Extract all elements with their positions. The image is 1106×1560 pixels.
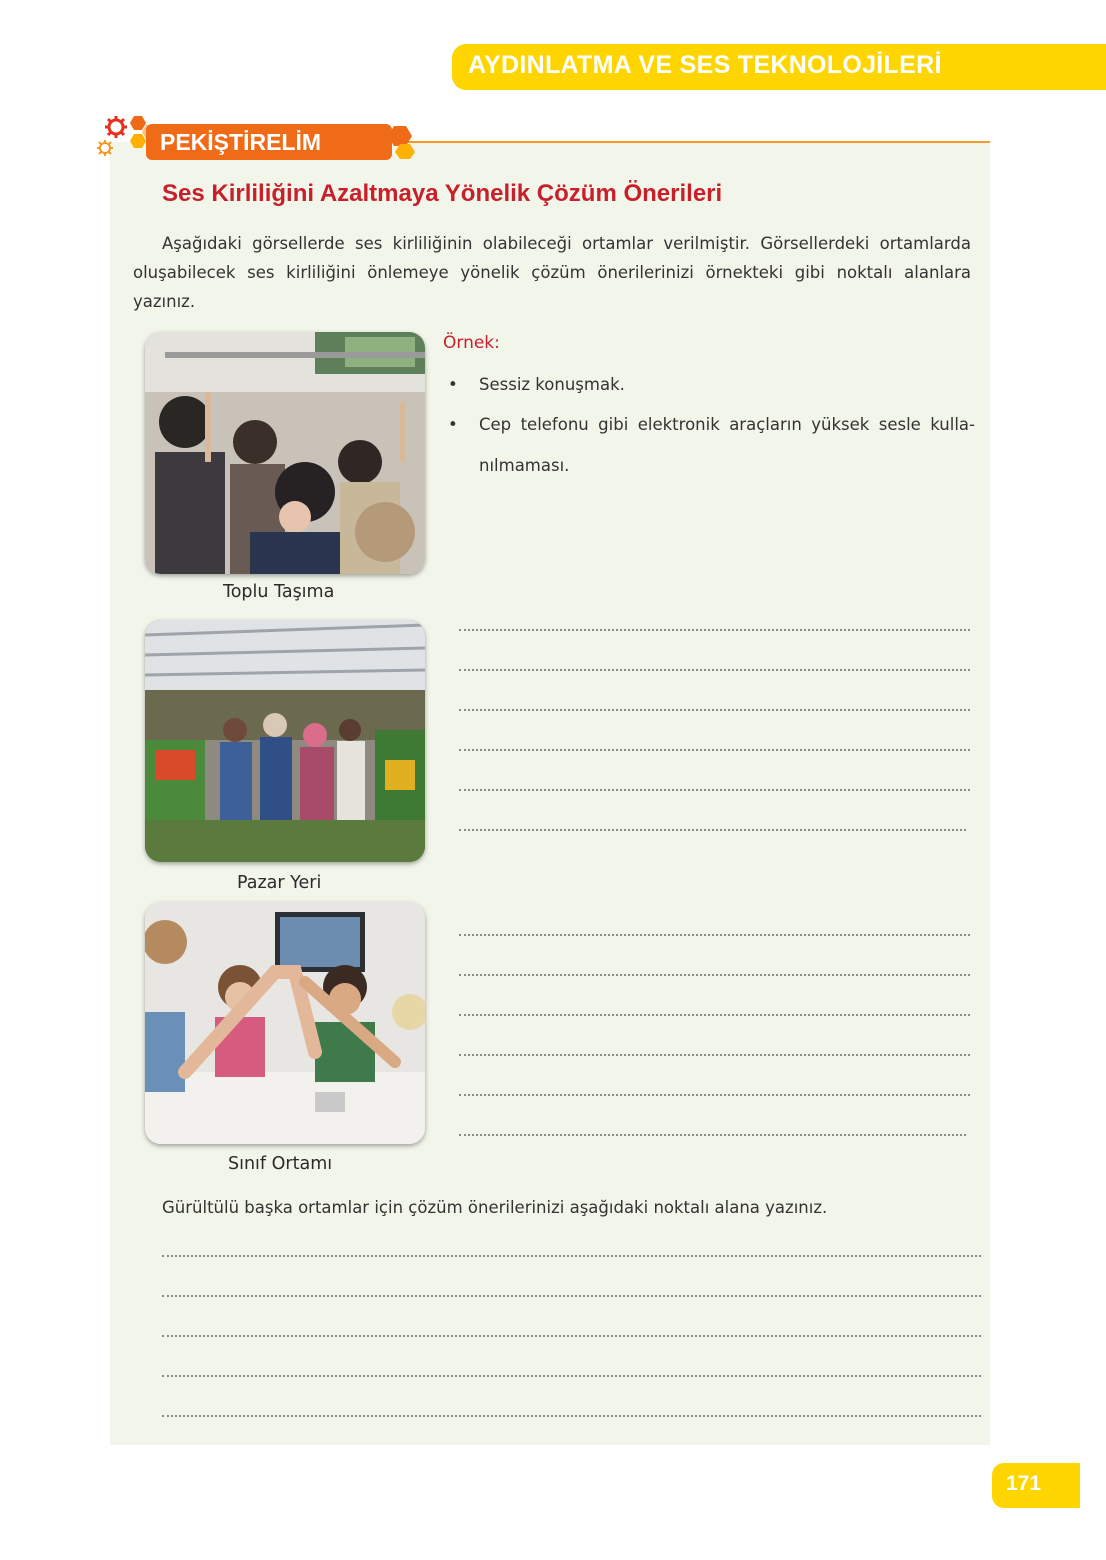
page-number-tab — [992, 1463, 1080, 1508]
page-number: 171 — [1006, 1472, 1042, 1495]
answer-line[interactable] — [459, 1014, 970, 1016]
hexagon-icon — [386, 124, 416, 160]
answer-line[interactable] — [459, 1054, 970, 1056]
answer-line[interactable] — [162, 1255, 981, 1257]
answer-line[interactable] — [459, 629, 970, 631]
bullet-icon: • — [448, 415, 458, 434]
answer-line[interactable] — [459, 829, 966, 831]
answer-line[interactable] — [162, 1415, 981, 1417]
section-label: PEKİŞTİRELİM — [160, 129, 322, 155]
answer-line[interactable] — [459, 1134, 966, 1136]
instructions-text: Aşağıdaki görsellerde ses kirliliğinin olabileceği ortamlar verilmiştir. Görsellerdeki ortamlarda oluşabilecek ses kirliliğini önlemeye yönelik çözüm önerilerinizi örnekteki gibi noktalı alanlara yazınız. — [133, 234, 971, 311]
answer-line[interactable] — [459, 974, 970, 976]
photo-caption-2: Pazar Yeri — [237, 873, 322, 893]
answer-line[interactable] — [459, 669, 970, 671]
photo-market-place — [145, 620, 425, 862]
answer-line[interactable] — [459, 709, 970, 711]
photo-caption-3: Sınıf Ortamı — [228, 1154, 333, 1174]
photo-caption-1: Toplu Taşıma — [223, 582, 335, 602]
answer-line[interactable] — [459, 789, 970, 791]
bullet-icon: • — [448, 375, 458, 394]
answer-line[interactable] — [459, 934, 970, 936]
answer-line[interactable] — [459, 749, 970, 751]
section-divider — [400, 141, 990, 143]
chapter-banner — [452, 44, 1106, 90]
example-label: Örnek: — [443, 333, 500, 353]
activity-title: Ses Kirliliğini Azaltmaya Yönelik Çözüm Önerileri — [162, 180, 723, 207]
example-text: Sessiz konuşmak. — [479, 375, 625, 394]
section-tab — [146, 124, 392, 160]
photo-classroom — [145, 902, 425, 1144]
answer-line[interactable] — [459, 1094, 970, 1096]
answer-line[interactable] — [162, 1335, 981, 1337]
example-text: Cep telefonu gibi elektronik araçların yüksek sesle kulla-nılmaması. — [479, 415, 975, 475]
answer-line[interactable] — [162, 1375, 981, 1377]
photo-public-transport — [145, 332, 425, 574]
final-prompt: Gürültülü başka ortamlar için çözüm önerilerinizi aşağıdaki noktalı alana yazınız. — [162, 1198, 828, 1217]
answer-line[interactable] — [162, 1295, 981, 1297]
chapter-title: AYDINLATMA VE SES TEKNOLOJİLERİ — [468, 51, 942, 79]
